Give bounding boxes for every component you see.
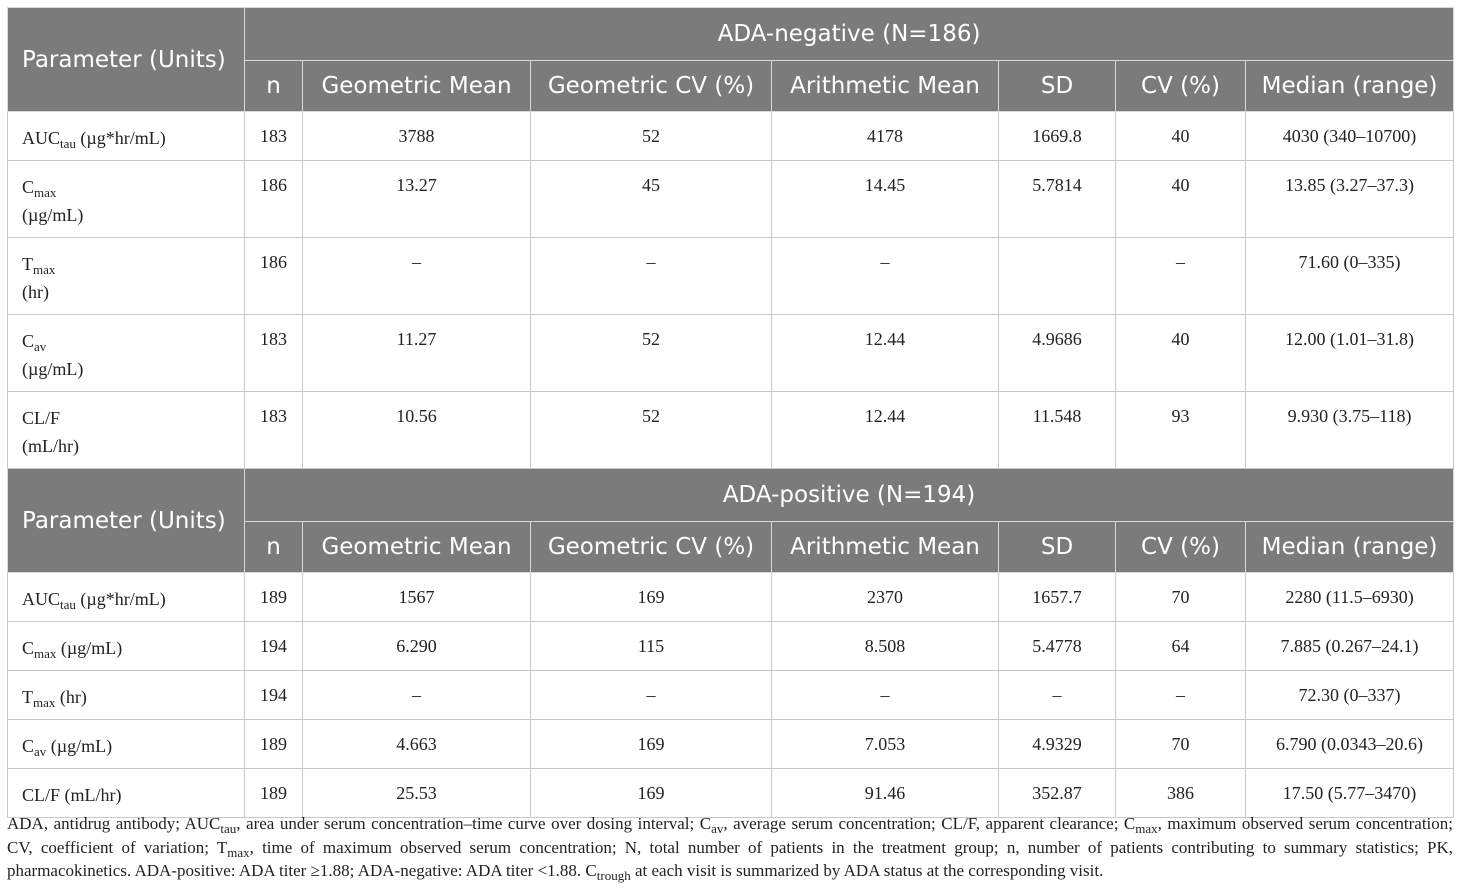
cell-geometric-mean: – bbox=[303, 671, 531, 720]
cell-geometric-mean: 4.663 bbox=[303, 720, 531, 769]
cell-cv: 40 bbox=[1116, 161, 1246, 238]
col-geometric-mean: Geometric Mean bbox=[303, 522, 531, 573]
cell-geometric-cv: 115 bbox=[531, 622, 772, 671]
row-label: CL/F (mL/hr) bbox=[8, 392, 245, 469]
row-label: CL/F (mL/hr) bbox=[8, 769, 245, 818]
cell-geometric-cv: – bbox=[531, 238, 772, 315]
parameter-units-header: Parameter (Units) bbox=[8, 8, 245, 112]
cell-geometric-cv: 52 bbox=[531, 112, 772, 161]
cell-geometric-cv: 169 bbox=[531, 720, 772, 769]
row-label: $T_{max}$ (hr) bbox=[8, 238, 245, 315]
cell-median-range: 6.790 (0.0343–20.6) bbox=[1246, 720, 1454, 769]
cell-n: 186 bbox=[245, 238, 303, 315]
cell-geometric-mean: 3788 bbox=[303, 112, 531, 161]
table-row bbox=[8, 238, 1454, 315]
cell-arithmetic-mean: 7.053 bbox=[772, 720, 999, 769]
cell-cv: 70 bbox=[1116, 720, 1246, 769]
col-arithmetic-mean: Arithmetic Mean bbox=[772, 61, 999, 112]
cell-sd: 352.87 bbox=[999, 769, 1116, 818]
cell-median-range: 7.885 (0.267–24.1) bbox=[1246, 622, 1454, 671]
col-geometric-mean: Geometric Mean bbox=[303, 61, 531, 112]
cell-geometric-mean: – bbox=[303, 238, 531, 315]
cell-sd: – bbox=[999, 671, 1116, 720]
cell-cv: – bbox=[1116, 238, 1246, 315]
table-footnote: ADA, antidrug antibody; $AUC_{tau}$, area under serum concentration–time curve over dosing interval; $C_{av}$, average serum concentration; CL/F, apparent clearance; $C_{max}$, maximum observed serum concentration; CV, coefficient of variation; $T_{max}$, time of maximum observed serum concentration; N, total number of patients in the treatment group; n, number of patients contributing to summary statistics; PK, pharmacokinetics. ADA-positive: ADA titer ≥1.88; ADA-negative: ADA titer <1.88. $C_{trough}$ at each visit is summarized by ADA status at the corresponding visit. bbox=[7, 814, 1454, 883]
section-title: ADA-negative (N=186) bbox=[245, 8, 1454, 61]
cell-cv: 386 bbox=[1116, 769, 1246, 818]
col-cv: CV (%) bbox=[1116, 522, 1246, 573]
table-row bbox=[8, 622, 1454, 671]
cell-sd: 4.9329 bbox=[999, 720, 1116, 769]
cell-n: 194 bbox=[245, 622, 303, 671]
cell-median-range: 2280 (11.5–6930) bbox=[1246, 573, 1454, 622]
cell-arithmetic-mean: 4178 bbox=[772, 112, 999, 161]
cell-geometric-cv: 169 bbox=[531, 573, 772, 622]
col-sd: SD bbox=[999, 522, 1116, 573]
cell-median-range: 71.60 (0–335) bbox=[1246, 238, 1454, 315]
cell-geometric-mean: 25.53 bbox=[303, 769, 531, 818]
cell-sd: 4.9686 bbox=[999, 315, 1116, 392]
cell-geometric-mean: 10.56 bbox=[303, 392, 531, 469]
cell-sd: 11.548 bbox=[999, 392, 1116, 469]
cell-arithmetic-mean: 91.46 bbox=[772, 769, 999, 818]
cell-arithmetic-mean: 8.508 bbox=[772, 622, 999, 671]
cell-arithmetic-mean: – bbox=[772, 671, 999, 720]
cell-n: 189 bbox=[245, 769, 303, 818]
col-n: n bbox=[245, 61, 303, 112]
pk-parameters-table bbox=[7, 7, 1454, 818]
cell-n: 189 bbox=[245, 573, 303, 622]
table-row bbox=[8, 112, 1454, 161]
cell-n: 183 bbox=[245, 112, 303, 161]
col-median-range: Median (range) bbox=[1246, 61, 1454, 112]
row-label: $C_{max}$ (µg/mL) bbox=[8, 161, 245, 238]
cell-geometric-cv: 169 bbox=[531, 769, 772, 818]
cell-cv: 93 bbox=[1116, 392, 1246, 469]
cell-geometric-mean: 11.27 bbox=[303, 315, 531, 392]
cell-n: 189 bbox=[245, 720, 303, 769]
section-header-ada-negative bbox=[8, 8, 1454, 61]
cell-cv: – bbox=[1116, 671, 1246, 720]
row-label: $AUC_{tau}$ (µg*hr/mL) bbox=[8, 112, 245, 161]
cell-median-range: 4030 (340–10700) bbox=[1246, 112, 1454, 161]
col-median-range: Median (range) bbox=[1246, 522, 1454, 573]
cell-median-range: 13.85 (3.27–37.3) bbox=[1246, 161, 1454, 238]
col-arithmetic-mean: Arithmetic Mean bbox=[772, 522, 999, 573]
cell-sd: 1657.7 bbox=[999, 573, 1116, 622]
row-label: $C_{av}$ (µg/mL) bbox=[8, 315, 245, 392]
cell-sd bbox=[999, 238, 1116, 315]
table-row bbox=[8, 671, 1454, 720]
row-label: $C_{av}$ (µg/mL) bbox=[8, 720, 245, 769]
cell-geometric-cv: 52 bbox=[531, 315, 772, 392]
cell-geometric-mean: 6.290 bbox=[303, 622, 531, 671]
row-label: $T_{max}$ (hr) bbox=[8, 671, 245, 720]
cell-cv: 64 bbox=[1116, 622, 1246, 671]
table-row bbox=[8, 392, 1454, 469]
cell-geometric-cv: 45 bbox=[531, 161, 772, 238]
cell-arithmetic-mean: 2370 bbox=[772, 573, 999, 622]
pk-table-container bbox=[7, 7, 1453, 818]
cell-cv: 40 bbox=[1116, 112, 1246, 161]
table-row bbox=[8, 720, 1454, 769]
row-label: $AUC_{tau}$ (µg*hr/mL) bbox=[8, 573, 245, 622]
cell-arithmetic-mean: 12.44 bbox=[772, 392, 999, 469]
table-row bbox=[8, 161, 1454, 238]
col-sd: SD bbox=[999, 61, 1116, 112]
col-cv: CV (%) bbox=[1116, 61, 1246, 112]
cell-sd: 5.4778 bbox=[999, 622, 1116, 671]
row-label: $C_{max}$ (µg/mL) bbox=[8, 622, 245, 671]
section-header-ada-positive bbox=[8, 469, 1454, 522]
cell-geometric-cv: 52 bbox=[531, 392, 772, 469]
cell-sd: 5.7814 bbox=[999, 161, 1116, 238]
cell-cv: 70 bbox=[1116, 573, 1246, 622]
cell-arithmetic-mean: 14.45 bbox=[772, 161, 999, 238]
cell-n: 183 bbox=[245, 315, 303, 392]
cell-n: 186 bbox=[245, 161, 303, 238]
cell-median-range: 12.00 (1.01–31.8) bbox=[1246, 315, 1454, 392]
cell-n: 194 bbox=[245, 671, 303, 720]
parameter-units-header: Parameter (Units) bbox=[8, 469, 245, 573]
cell-median-range: 9.930 (3.75–118) bbox=[1246, 392, 1454, 469]
col-geometric-cv: Geometric CV (%) bbox=[531, 522, 772, 573]
cell-geometric-mean: 1567 bbox=[303, 573, 531, 622]
cell-cv: 40 bbox=[1116, 315, 1246, 392]
cell-geometric-mean: 13.27 bbox=[303, 161, 531, 238]
table-row bbox=[8, 315, 1454, 392]
col-geometric-cv: Geometric CV (%) bbox=[531, 61, 772, 112]
cell-n: 183 bbox=[245, 392, 303, 469]
cell-arithmetic-mean: – bbox=[772, 238, 999, 315]
table-row bbox=[8, 573, 1454, 622]
cell-median-range: 72.30 (0–337) bbox=[1246, 671, 1454, 720]
table-row bbox=[8, 769, 1454, 818]
section-title: ADA-positive (N=194) bbox=[245, 469, 1454, 522]
col-n: n bbox=[245, 522, 303, 573]
cell-geometric-cv: – bbox=[531, 671, 772, 720]
cell-arithmetic-mean: 12.44 bbox=[772, 315, 999, 392]
cell-median-range: 17.50 (5.77–3470) bbox=[1246, 769, 1454, 818]
cell-sd: 1669.8 bbox=[999, 112, 1116, 161]
